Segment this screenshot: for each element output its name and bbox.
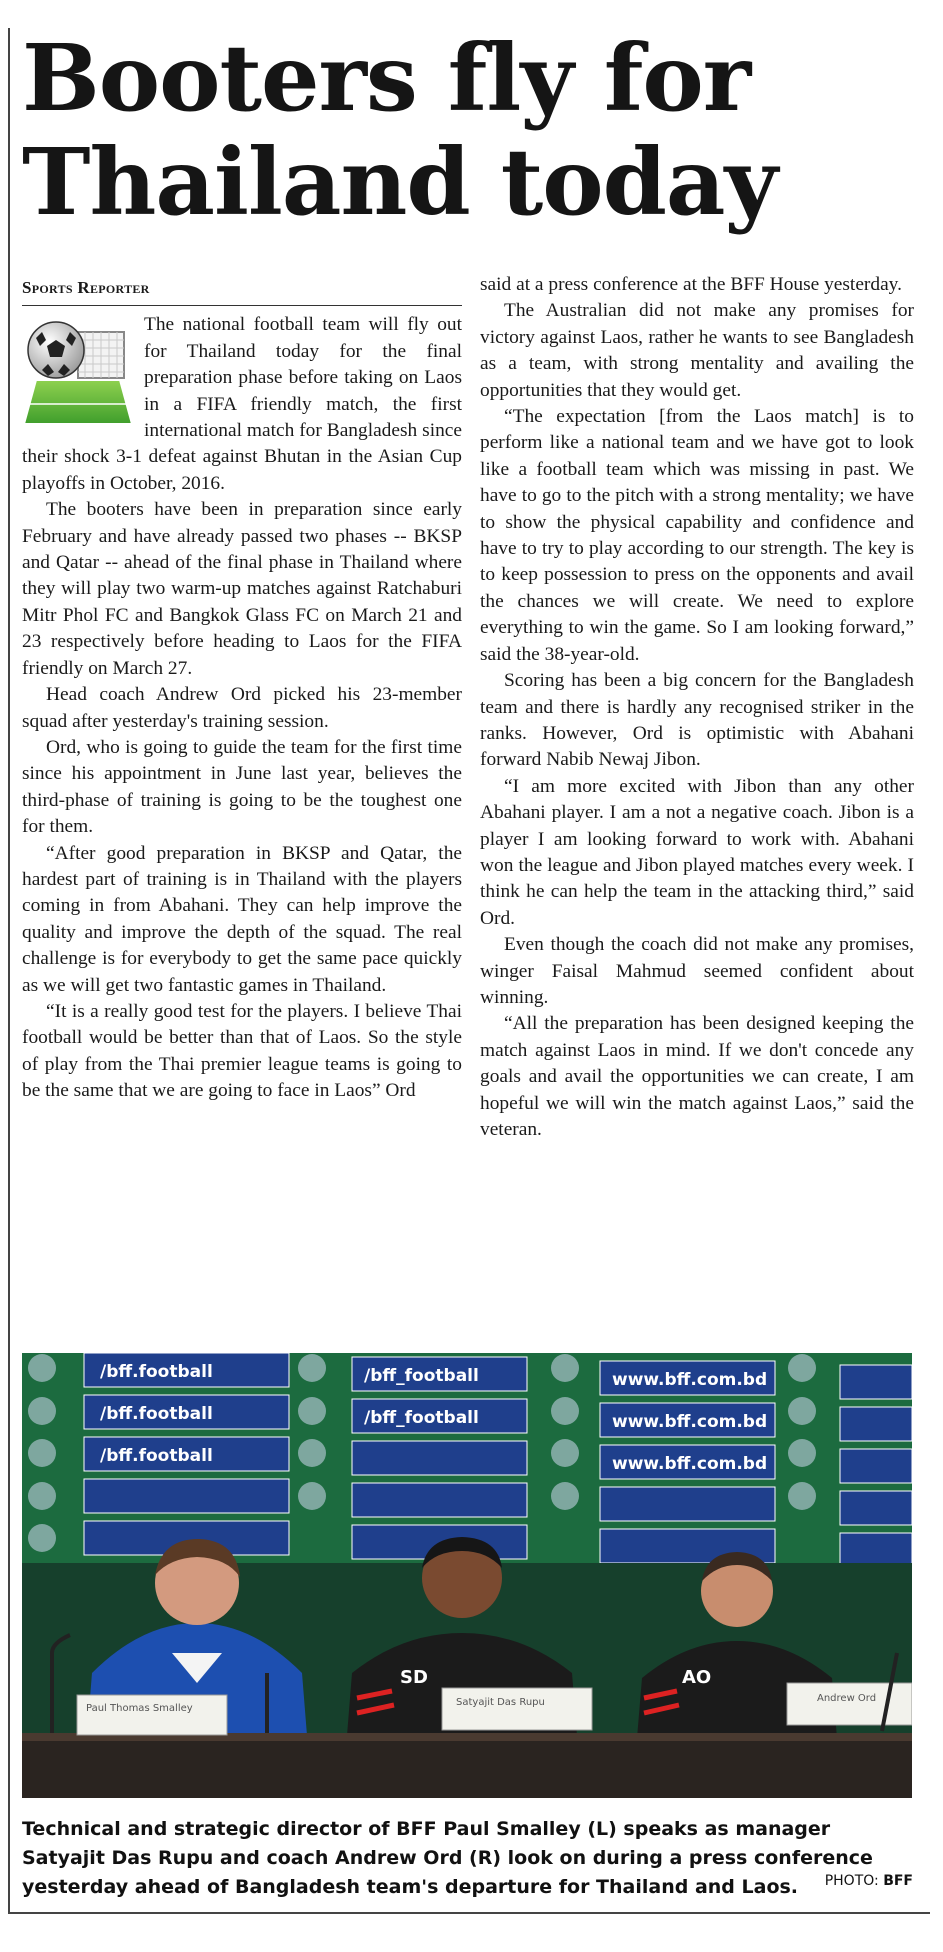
article-paragraph: “The expectation [from the Laos match] is to perform like a national team and we have got to look like a football team which was missing in past. We have to go to the pitch with a strong mentality; we have to show the physical capability and confidence and have to try to play according to our strength. The key is to keep possession to press on the opponents and avail the chances we will create. We need to explore everything to win the game. So I am looking forward,” said the 38-year-old. (480, 406, 914, 665)
article-paragraph: The booters have been in preparation since early February and have already passed two phases -- BKSP and Qatar -- ahead of the final phase in Thailand where they will play two warm-up matches against Ratchaburi Mitr Phol FC and Bangkok Glass FC on March 21 and 23 respectively before heading to Laos for the FIFA friendly on March 27. (22, 499, 462, 679)
column-rule-bottom (8, 1912, 930, 1914)
svg-text:Satyajit Das Rupu: Satyajit Das Rupu (456, 1697, 545, 1708)
byline: Sports Reporter (22, 275, 462, 306)
article-paragraph: Even though the coach did not make any promises, winger Faisal Mahmud seemed confident about winning. (480, 934, 914, 1008)
svg-text:/bff_football: /bff_football (364, 1408, 479, 1428)
photo-credit (825, 1873, 913, 1889)
article-paragraph: “All the preparation has been designed keeping the match against Laos in mind. If we don't concede any goals and avail the opportunities we can create, I am hopeful we will win the match against Laos,” said the veteran. (480, 1013, 914, 1140)
photo-caption: Technical and strategic director of BFF Paul Smalley (L) speaks as manager Satyajit Das Rupu and coach Andrew Ord (R) look on during a press conference yesterday ahead of Bangladesh team's departure for Thailand and Laos. (22, 1818, 873, 1898)
svg-text:Andrew Ord: Andrew Ord (817, 1693, 877, 1704)
article-paragraph: said at a press conference at the BFF House yesterday. (480, 274, 902, 295)
article-paragraph: Ord, who is going to guide the team for the first time since his appointment in June last year, believes the third-phase of training is going to be the toughest one for them. (22, 736, 462, 838)
photo-credit-source: BFF (883, 1873, 913, 1889)
article-paragraph: “After good preparation in BKSP and Qatar, the hardest part of training is in Thailand with the players coming in from Abahani. They can help improve the quality and improve the depth of the squad. The real challenge is for everybody to get the same pace quickly as we will get two fantastic games in Thailand. (22, 842, 462, 996)
article-column-left (22, 275, 462, 1105)
svg-text:/bff_football: /bff_football (364, 1366, 479, 1386)
svg-text:/bff.football: /bff.football (100, 1446, 213, 1466)
article-paragraph: “I am more excited with Jibon than any other Abahani player. I am a not a negative coach. Jibon is a player I am looking forward to work with. Abahani won the league and Jibon played matches every week. I think he can help the team in the attacking third,” said Ord. (480, 775, 914, 929)
column-rule-left (8, 28, 10, 1913)
svg-text:www.bff.com.bd: www.bff.com.bd (612, 1370, 768, 1390)
article-paragraph: Head coach Andrew Ord picked his 23-member squad after yesterday's training session. (22, 684, 462, 732)
article-paragraph: Scoring has been a big concern for the Bangladesh team and there is hardly any recognised striker in the ranks. However, Ord is optimistic with Abahani forward Nabib Newaj Jibon. (480, 670, 914, 771)
article-paragraph: “It is a really good test for the players. I believe Thai football would be better than that of Laos. So the style of play from the Thai premier league teams is going to be the same that we are going to face in Laos” Ord (22, 1000, 462, 1102)
headline: Booters fly for Thailand today (22, 24, 777, 236)
svg-text:www.bff.com.bd: www.bff.com.bd (612, 1454, 768, 1474)
svg-text:/bff.football: /bff.football (100, 1362, 213, 1382)
svg-text:www.bff.com.bd: www.bff.com.bd (612, 1412, 768, 1432)
svg-text:SD: SD (400, 1667, 428, 1688)
article-column-right (480, 272, 914, 1143)
press-conference-photo (22, 1353, 912, 1798)
article-paragraph: The Australian did not make any promises for victory against Laos, rather he wants to see Bangladesh as a team, with strong mentality and availing the opportunities that they would get. (480, 300, 914, 401)
article-paragraph: The national football team will fly out for Thailand today for the final preparation phase before taking on Laos in a FIFA friendly match, the first international match for Bangladesh since their shock 3-1 defeat against Bhutan in the Asian Cup playoffs in October, 2016. (22, 314, 462, 494)
svg-text:Paul Thomas Smalley: Paul Thomas Smalley (86, 1703, 193, 1714)
svg-text:/bff.football: /bff.football (100, 1404, 213, 1424)
football-goal-icon (22, 316, 134, 428)
svg-text:AO: AO (682, 1667, 712, 1688)
photo-credit-label: PHOTO: (824, 1873, 879, 1889)
